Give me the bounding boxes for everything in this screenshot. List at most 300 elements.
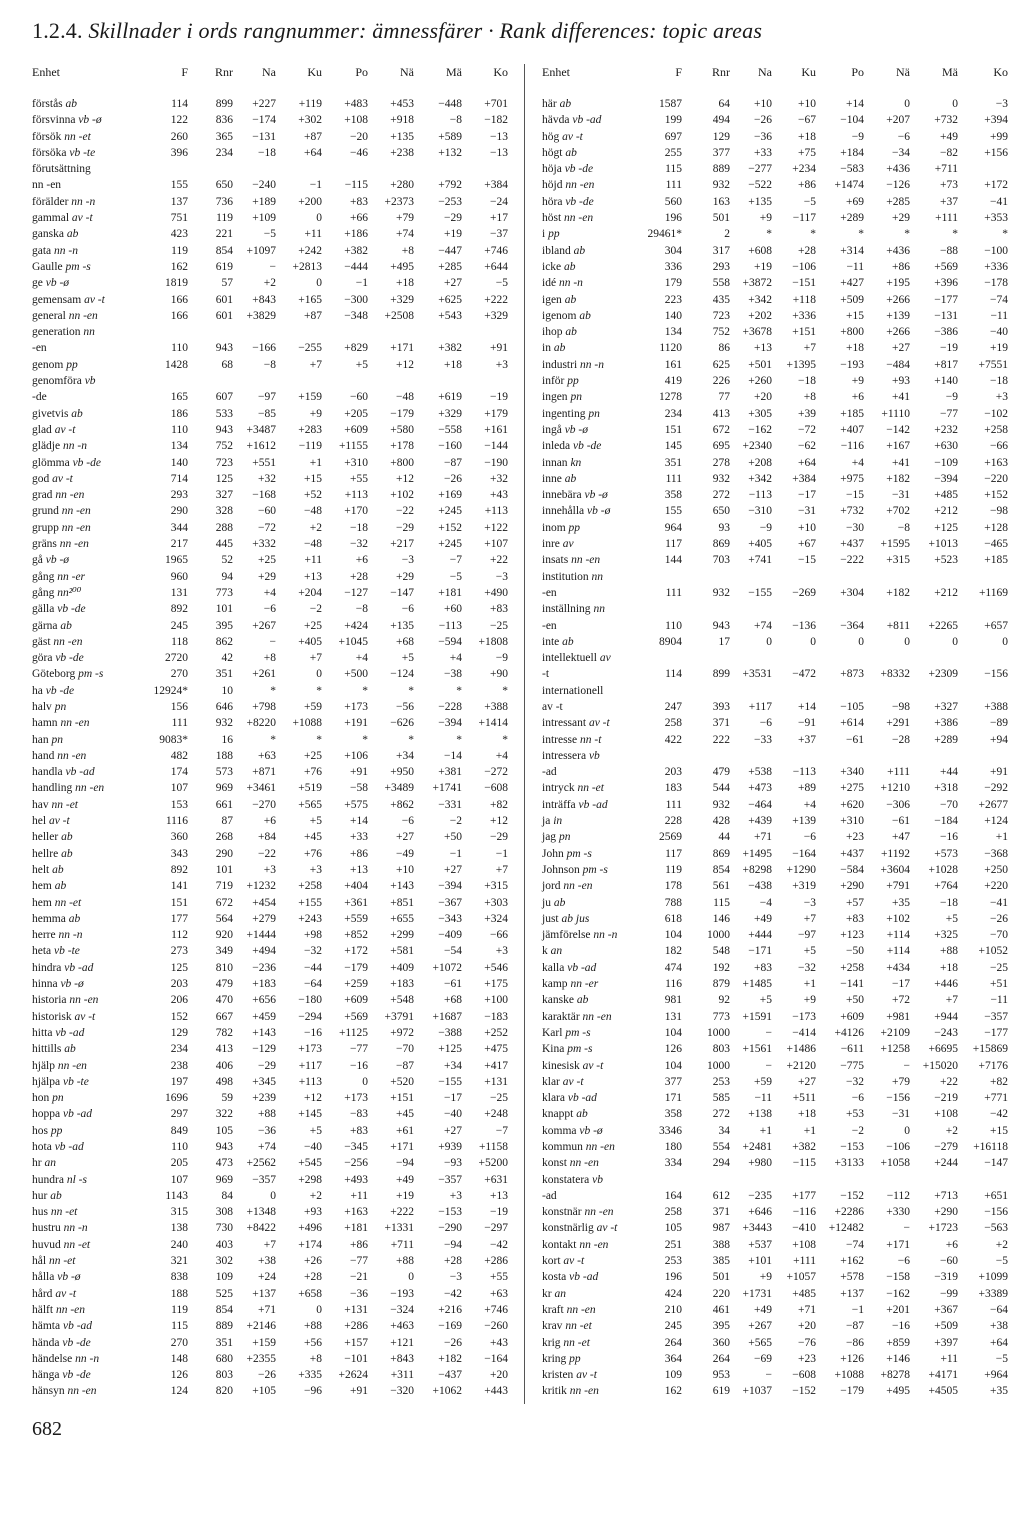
value-cell: −131 xyxy=(934,309,958,322)
value-cell: +266 xyxy=(886,326,910,339)
value-cell: −438 xyxy=(748,880,772,893)
value-cell: +1474 xyxy=(834,179,864,192)
value-cell: +3443 xyxy=(742,1222,772,1235)
entry-cell: -en xyxy=(542,619,557,632)
value-cell: +299 xyxy=(390,929,414,942)
entry-cell: högt ab xyxy=(542,146,577,159)
value-cell: −164 xyxy=(484,1352,508,1365)
value-cell: +1687 xyxy=(432,1010,462,1023)
value-cell: 1143 xyxy=(165,1189,188,1202)
value-cell: 111 xyxy=(171,717,188,730)
value-cell: 328 xyxy=(215,505,233,518)
value-cell: 101 xyxy=(215,603,233,616)
entry-cell: knappt ab xyxy=(542,1108,588,1121)
value-cell: −18 xyxy=(258,146,276,159)
table-row xyxy=(540,161,1010,177)
value-cell: 377 xyxy=(712,146,730,159)
value-cell: −61 xyxy=(444,978,462,991)
value-cell: 2 xyxy=(724,228,730,241)
value-cell: −116 xyxy=(840,440,864,453)
value-cell: +6 xyxy=(355,554,368,567)
section-number: 1.2.4. xyxy=(32,18,83,43)
value-cell: +12 xyxy=(304,1092,322,1105)
value-cell: +325 xyxy=(934,929,958,942)
entry-cell: krig nn -et xyxy=(542,1336,590,1349)
value-cell: 129 xyxy=(170,1026,188,1039)
table-row xyxy=(30,683,510,699)
value-cell: −14 xyxy=(444,749,462,762)
value-cell: +139 xyxy=(792,815,816,828)
value-cell: −1 xyxy=(355,277,368,290)
value-cell: +146 xyxy=(886,1352,910,1365)
value-cell: 612 xyxy=(712,1189,730,1202)
value-cell: +384 xyxy=(484,179,508,192)
table-row xyxy=(540,1302,1010,1318)
table-row xyxy=(540,210,1010,226)
table-row xyxy=(540,764,1010,780)
value-cell: +454 xyxy=(252,896,276,909)
value-cell: −25 xyxy=(490,1092,508,1105)
table-row xyxy=(540,438,1010,454)
table-row xyxy=(540,275,1010,291)
value-cell: 953 xyxy=(712,1369,730,1382)
value-cell: −87 xyxy=(396,1059,414,1072)
value-cell: −156 xyxy=(886,1092,910,1105)
value-cell: 406 xyxy=(215,1059,233,1072)
value-cell: +26 xyxy=(304,1255,322,1268)
value-cell: −76 xyxy=(798,1336,816,1349)
value-cell: +143 xyxy=(252,1026,276,1039)
value-cell: +100 xyxy=(484,994,508,1007)
value-cell: +33 xyxy=(350,831,368,844)
entry-cell: hänga vb -de xyxy=(32,1369,91,1382)
value-cell: −131 xyxy=(252,130,276,143)
value-cell: +18 xyxy=(798,130,816,143)
value-cell: +655 xyxy=(390,912,414,925)
value-cell: +50 xyxy=(444,831,462,844)
table-row xyxy=(540,1090,1010,1106)
value-cell: +14 xyxy=(798,700,816,713)
table-row xyxy=(30,357,510,373)
value-cell: * xyxy=(810,228,816,241)
value-cell: 680 xyxy=(215,1352,233,1365)
value-cell: −9 xyxy=(945,391,958,404)
value-cell xyxy=(866,683,912,699)
value-cell: −583 xyxy=(840,163,864,176)
value-cell: 0 xyxy=(316,212,322,225)
table-row xyxy=(540,1367,1010,1383)
value-cell xyxy=(190,324,235,340)
value-cell: +327 xyxy=(934,700,958,713)
value-cell: * xyxy=(456,684,462,697)
value-cell: +290 xyxy=(934,1206,958,1219)
value-cell: −409 xyxy=(438,929,462,942)
value-cell: +388 xyxy=(984,700,1008,713)
value-cell: 892 xyxy=(170,863,188,876)
entry-cell: gång nn²⁰⁰ xyxy=(32,586,82,599)
value-cell: 403 xyxy=(215,1238,233,1251)
value-cell: −116 xyxy=(792,1206,816,1219)
entry-cell: genom pp xyxy=(32,358,78,371)
value-cell: −168 xyxy=(252,489,276,502)
entry-cell: ju ab xyxy=(542,896,566,909)
value-cell: −297 xyxy=(484,1222,508,1235)
value-cell: −29 xyxy=(490,831,508,844)
value-cell: 960 xyxy=(170,570,188,583)
value-cell: −7 xyxy=(495,1124,508,1137)
value-cell: +181 xyxy=(344,1222,368,1235)
value-cell: −3 xyxy=(803,896,816,909)
value-cell: +319 xyxy=(792,880,816,893)
value-cell: 981 xyxy=(664,994,682,1007)
value-cell: −60 xyxy=(940,1255,958,1268)
value-cell: −60 xyxy=(258,505,276,518)
value-cell: +2373 xyxy=(384,195,414,208)
value-cell: +258 xyxy=(298,880,322,893)
value-cell: −3 xyxy=(495,570,508,583)
value-cell: 585 xyxy=(712,1092,730,1105)
value-cell: −444 xyxy=(344,260,368,273)
value-cell: +205 xyxy=(344,407,368,420)
table-row xyxy=(540,357,1010,373)
value-cell: +434 xyxy=(886,961,910,974)
entry-cell: jämförelse nn -n xyxy=(542,929,618,942)
value-cell: −6 xyxy=(401,815,414,828)
value-cell: −8 xyxy=(449,114,462,127)
value-cell xyxy=(912,650,960,666)
table-row xyxy=(30,161,510,177)
value-cell: +4126 xyxy=(834,1026,864,1039)
value-cell: 0 xyxy=(858,635,864,648)
value-cell: +315 xyxy=(886,554,910,567)
value-cell: +59 xyxy=(304,700,322,713)
value-cell: +609 xyxy=(344,423,368,436)
value-cell: +123 xyxy=(840,929,864,942)
value-cell: 126 xyxy=(170,1369,188,1382)
value-cell: −13 xyxy=(490,130,508,143)
value-cell: −6 xyxy=(803,831,816,844)
value-cell: 272 xyxy=(712,1108,730,1121)
value-cell: +173 xyxy=(298,1043,322,1056)
value-cell: +43 xyxy=(490,489,508,502)
value-cell: +125 xyxy=(438,1043,462,1056)
value-cell: +324 xyxy=(484,912,508,925)
table-row xyxy=(540,520,1010,536)
value-cell: −24 xyxy=(490,195,508,208)
entry-cell: glad av -t xyxy=(32,423,76,436)
value-cell: +701 xyxy=(484,98,508,110)
value-cell: 247 xyxy=(664,700,682,713)
value-cell: +113 xyxy=(298,1075,322,1088)
value-cell: +267 xyxy=(748,1320,772,1333)
value-cell: +173 xyxy=(344,1092,368,1105)
table-row xyxy=(540,992,1010,1008)
entry-cell: kr an xyxy=(542,1287,566,1300)
value-cell: 238 xyxy=(170,1059,188,1072)
value-cell: +3 xyxy=(995,391,1008,404)
value-cell: +20 xyxy=(754,391,772,404)
value-cell: 646 xyxy=(215,700,233,713)
value-cell: −16 xyxy=(892,1320,910,1333)
value-cell: +1045 xyxy=(338,635,368,648)
value-cell: 920 xyxy=(215,929,233,942)
value-cell: +37 xyxy=(798,733,816,746)
value-cell: −67 xyxy=(798,114,816,127)
value-cell: +1258 xyxy=(880,1043,910,1056)
value-cell: −324 xyxy=(390,1303,414,1316)
value-cell xyxy=(774,683,818,699)
value-cell: −40 xyxy=(304,1141,322,1153)
value-cell xyxy=(866,650,912,666)
value-cell: −3 xyxy=(401,554,414,567)
table-row xyxy=(30,960,510,976)
value-cell: +280 xyxy=(390,179,414,192)
value-cell: +71 xyxy=(258,1303,276,1316)
value-cell: −255 xyxy=(298,342,322,355)
value-cell: +496 xyxy=(298,1222,322,1235)
value-cell xyxy=(912,601,960,617)
table-row xyxy=(30,1074,510,1090)
table-row xyxy=(540,308,1010,324)
value-cell: 343 xyxy=(170,847,188,860)
value-cell: +261 xyxy=(252,668,276,681)
value-cell: +5 xyxy=(803,945,816,958)
value-cell: +51 xyxy=(990,978,1008,991)
value-cell: −8 xyxy=(897,521,910,534)
value-cell: +4171 xyxy=(928,1369,958,1382)
value-cell: +453 xyxy=(390,98,414,110)
value-cell: 272 xyxy=(712,489,730,502)
value-cell: +5 xyxy=(309,815,322,828)
value-cell: −77 xyxy=(940,407,958,420)
table-row xyxy=(30,129,510,145)
value-cell: +459 xyxy=(252,1010,276,1023)
value-cell: +106 xyxy=(344,749,368,762)
value-cell: −153 xyxy=(840,1141,864,1153)
column-header: Nä xyxy=(896,65,910,79)
value-cell: * xyxy=(408,684,414,697)
value-cell: +169 xyxy=(438,489,462,502)
value-cell: +68 xyxy=(444,994,462,1007)
entry-cell: hur ab xyxy=(32,1189,62,1202)
value-cell: 129 xyxy=(712,130,730,143)
column-header: Ko xyxy=(993,65,1008,79)
value-cell: −104 xyxy=(840,114,864,127)
value-cell: +2481 xyxy=(742,1141,772,1153)
table-row xyxy=(30,715,510,731)
value-cell: −26 xyxy=(444,472,462,485)
value-cell: −6 xyxy=(851,1092,864,1105)
value-cell: −152 xyxy=(840,1189,864,1202)
value-cell: +105 xyxy=(252,1385,276,1398)
right-header-row xyxy=(540,62,1010,96)
table-row xyxy=(30,1172,510,1188)
value-cell: +485 xyxy=(934,489,958,502)
value-cell: +19 xyxy=(396,1189,414,1202)
value-cell xyxy=(324,324,370,340)
value-cell: +8 xyxy=(309,1352,322,1365)
column-header: Mä xyxy=(446,65,462,79)
value-cell: 1819 xyxy=(165,277,188,290)
value-cell: +1097 xyxy=(246,244,276,257)
value-cell: +1 xyxy=(309,456,322,469)
value-cell: * xyxy=(362,733,368,746)
value-cell: −465 xyxy=(984,538,1008,551)
value-cell: 869 xyxy=(712,847,730,860)
value-cell: +1561 xyxy=(742,1043,772,1056)
value-cell: −62 xyxy=(798,440,816,453)
value-cell: 210 xyxy=(664,1303,682,1316)
value-cell: * xyxy=(766,228,772,241)
entry-cell: hos pp xyxy=(32,1124,63,1137)
entry-cell: han pn xyxy=(32,733,63,746)
value-cell: +318 xyxy=(934,782,958,795)
value-cell: +2508 xyxy=(384,309,414,322)
value-cell: +3872 xyxy=(742,277,772,290)
value-cell xyxy=(684,748,732,764)
value-cell: 8904 xyxy=(659,635,682,648)
value-cell: −115 xyxy=(344,179,368,192)
table-row xyxy=(30,340,510,356)
table-row xyxy=(30,145,510,161)
table-row xyxy=(30,1220,510,1236)
value-cell: +405 xyxy=(298,635,322,648)
value-cell: −236 xyxy=(252,961,276,974)
value-cell xyxy=(684,601,732,617)
value-cell: +152 xyxy=(438,521,462,534)
entry-cell: inleda vb -de xyxy=(542,440,602,453)
value-cell: 360 xyxy=(170,831,188,844)
value-cell: 344 xyxy=(170,521,188,534)
entry-cell: hota vb -ad xyxy=(32,1141,84,1153)
value-cell: +494 xyxy=(252,945,276,958)
value-cell xyxy=(774,1172,818,1188)
value-cell: +336 xyxy=(984,260,1008,273)
entry-cell: hem ab xyxy=(32,880,67,893)
value-cell xyxy=(464,324,510,340)
value-cell: +800 xyxy=(840,326,864,339)
value-cell: −109 xyxy=(934,456,958,469)
value-cell: −292 xyxy=(984,782,1008,795)
value-cell: +93 xyxy=(304,1206,322,1219)
value-cell: +2 xyxy=(995,1238,1008,1251)
value-cell: −522 xyxy=(748,179,772,192)
value-cell: +2677 xyxy=(978,798,1008,811)
value-cell: +3 xyxy=(263,863,276,876)
value-cell: −74 xyxy=(990,293,1008,306)
value-cell: 854 xyxy=(215,1303,233,1316)
table-row xyxy=(30,455,510,471)
value-cell: +353 xyxy=(984,212,1008,225)
value-cell: 788 xyxy=(664,896,682,909)
table-row xyxy=(540,829,1010,845)
value-cell xyxy=(235,373,278,389)
value-cell xyxy=(278,324,324,340)
value-cell: +13 xyxy=(490,1189,508,1202)
column-header: Ku xyxy=(307,65,322,79)
value-cell: −97 xyxy=(258,391,276,404)
value-cell: 64 xyxy=(718,98,730,110)
table-row xyxy=(30,895,510,911)
value-cell: +161 xyxy=(484,423,508,436)
value-cell: +619 xyxy=(438,391,462,404)
value-cell: +771 xyxy=(984,1092,1008,1105)
value-cell: 803 xyxy=(712,1043,730,1056)
value-cell: +68 xyxy=(396,635,414,648)
value-cell: +5 xyxy=(945,912,958,925)
value-cell: +66 xyxy=(350,212,368,225)
value-cell: 1696 xyxy=(165,1092,188,1105)
value-cell: +67 xyxy=(798,538,816,551)
value-cell: 153 xyxy=(170,798,188,811)
value-cell: −42 xyxy=(490,1238,508,1251)
value-cell: −147 xyxy=(984,1157,1008,1170)
value-cell: −29 xyxy=(396,521,414,534)
column-header: Enhet xyxy=(542,65,570,79)
value-cell: +156 xyxy=(984,146,1008,159)
value-cell: 199 xyxy=(664,114,682,127)
table-row xyxy=(540,422,1010,438)
value-cell: −32 xyxy=(846,1075,864,1088)
value-cell: −160 xyxy=(438,440,462,453)
value-cell: −64 xyxy=(990,1303,1008,1316)
column-header: Na xyxy=(262,65,276,79)
table-row xyxy=(30,1204,510,1220)
entry-cell: industri nn -n xyxy=(542,358,604,371)
value-cell: 0 xyxy=(408,1271,414,1284)
value-cell: 111 xyxy=(665,179,682,192)
value-cell: +2624 xyxy=(338,1369,368,1382)
value-cell: +950 xyxy=(390,766,414,779)
value-cell: 122 xyxy=(170,114,188,127)
value-cell: 17 xyxy=(718,635,730,648)
value-cell: 137 xyxy=(170,195,188,208)
value-cell: −25 xyxy=(490,619,508,632)
value-cell: 854 xyxy=(215,244,233,257)
table-row xyxy=(30,1335,510,1351)
value-cell: +573 xyxy=(934,847,958,860)
entry-cell: försök nn -et xyxy=(32,130,91,143)
value-cell: +732 xyxy=(934,114,958,127)
column-header: Po xyxy=(851,65,864,79)
value-cell: +644 xyxy=(484,260,508,273)
value-cell: 810 xyxy=(215,961,233,974)
value-cell: +74 xyxy=(754,619,772,632)
value-cell: +475 xyxy=(484,1043,508,1056)
entry-cell: grad nn -en xyxy=(32,489,85,502)
value-cell: +91 xyxy=(490,342,508,355)
value-cell: 1000 xyxy=(707,1026,730,1039)
value-cell: −19 xyxy=(490,391,508,404)
value-cell: −19 xyxy=(940,342,958,355)
value-cell: +55 xyxy=(350,472,368,485)
table-row xyxy=(30,764,510,780)
value-cell: +7 xyxy=(309,652,322,665)
entry-cell: innebära vb -ø xyxy=(542,489,608,502)
value-cell: +222 xyxy=(484,293,508,306)
value-cell: 625 xyxy=(712,358,730,371)
value-cell: 115 xyxy=(665,163,682,176)
value-cell: −127 xyxy=(344,586,368,599)
value-cell: +162 xyxy=(840,1255,864,1268)
value-cell: +490 xyxy=(484,586,508,599)
value-cell: +711 xyxy=(390,1238,414,1251)
value-cell: 672 xyxy=(712,423,730,436)
table-row xyxy=(540,1155,1010,1171)
value-cell: 969 xyxy=(215,1173,233,1186)
table-row xyxy=(540,666,1010,682)
entry-cell: hem nn -et xyxy=(32,896,82,909)
